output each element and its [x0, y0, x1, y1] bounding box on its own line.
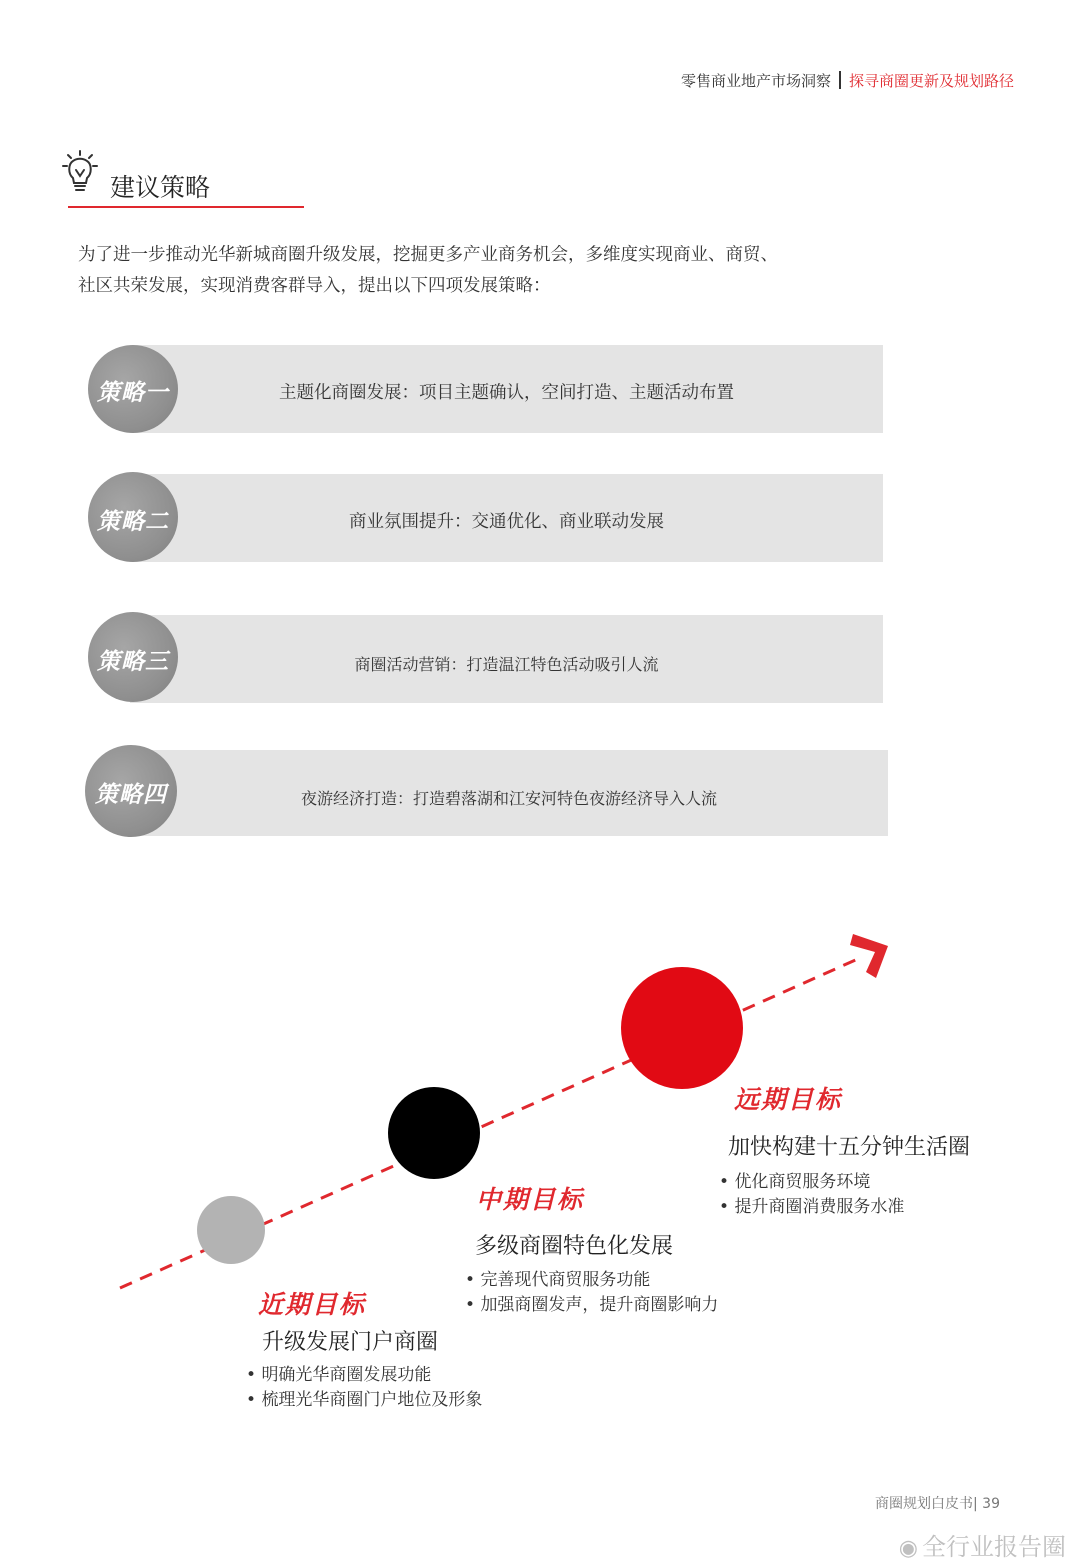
near-term-points	[246, 1363, 482, 1413]
near-term-dot	[197, 1196, 265, 1264]
weibo-icon: ◉	[898, 1536, 918, 1561]
strategy-text: 主题化商圈发展：项目主题确认，空间打造、主题活动布置	[279, 383, 734, 403]
strategy-bar-2	[130, 474, 883, 562]
watermark-text: 全行业报告圈	[922, 1533, 1066, 1561]
lightbulb-icon	[62, 150, 98, 196]
strategy-badge-label: 策略一	[97, 379, 169, 406]
intro-paragraph	[78, 240, 978, 302]
strategy-badge-label: 策略四	[95, 781, 167, 808]
strategy-badge-1	[88, 345, 178, 433]
far-term-title: 加快构建十五分钟生活圈	[728, 1135, 971, 1160]
near-term-tag: 近期目标	[258, 1290, 367, 1319]
timeline-arrowhead	[850, 934, 888, 978]
header-separator	[839, 71, 841, 89]
mid-term-dot	[388, 1087, 480, 1179]
header-left: 零售商业地产市场洞察	[680, 72, 831, 90]
list-item: • 明确光华商圈发展功能	[246, 1363, 482, 1388]
strategy-badge-3	[88, 612, 178, 702]
strategy-bar-3	[130, 615, 883, 703]
list-item: • 优化商贸服务环境	[719, 1170, 904, 1195]
near-term-title: 升级发展门户商圈	[262, 1330, 439, 1355]
strategy-badge-label: 策略三	[97, 648, 169, 675]
intro-line-1: 为了进一步推动光华新城商圈升级发展，挖掘更多产业商务机会，多维度实现商业、商贸、	[78, 245, 778, 265]
intro-line-2: 社区共荣发展，实现消费客群导入，提出以下四项发展策略：	[78, 276, 551, 296]
strategy-text: 商业氛围提升：交通优化、商业联动发展	[349, 512, 664, 532]
far-term-points	[719, 1170, 904, 1220]
strategy-text: 商圈活动营销：打造温江特色活动吸引人流	[354, 655, 659, 674]
list-item: • 梳理光华商圈门户地位及形象	[246, 1388, 482, 1413]
header-right: 探寻商圈更新及规划路径	[848, 72, 1014, 90]
strategy-badge-2	[88, 472, 178, 562]
running-header	[681, 70, 1014, 91]
page-footer: 商圈规划白皮书| 39	[875, 1496, 1000, 1512]
far-term-tag: 远期目标	[734, 1085, 843, 1114]
mid-term-points	[465, 1268, 718, 1318]
mid-term-title: 多级商圈特色化发展	[475, 1234, 674, 1259]
strategy-bar-4	[130, 750, 888, 836]
strategy-badge-label: 策略二	[97, 508, 169, 535]
section-title-underline	[68, 206, 304, 208]
far-term-dot	[621, 967, 743, 1089]
list-item: • 完善现代商贸服务功能	[465, 1268, 718, 1293]
strategy-badge-4	[85, 745, 177, 837]
list-item: • 加强商圈发声，提升商圈影响力	[465, 1293, 718, 1318]
section-title: 建议策略	[110, 173, 211, 202]
mid-term-tag: 中期目标	[476, 1185, 585, 1214]
strategy-bar-1	[130, 345, 883, 433]
list-item: • 提升商圈消费服务水准	[719, 1195, 904, 1220]
watermark	[899, 1527, 1066, 1562]
strategy-text: 夜游经济打造：打造碧落湖和江安河特色夜游经济导入人流	[300, 789, 717, 808]
